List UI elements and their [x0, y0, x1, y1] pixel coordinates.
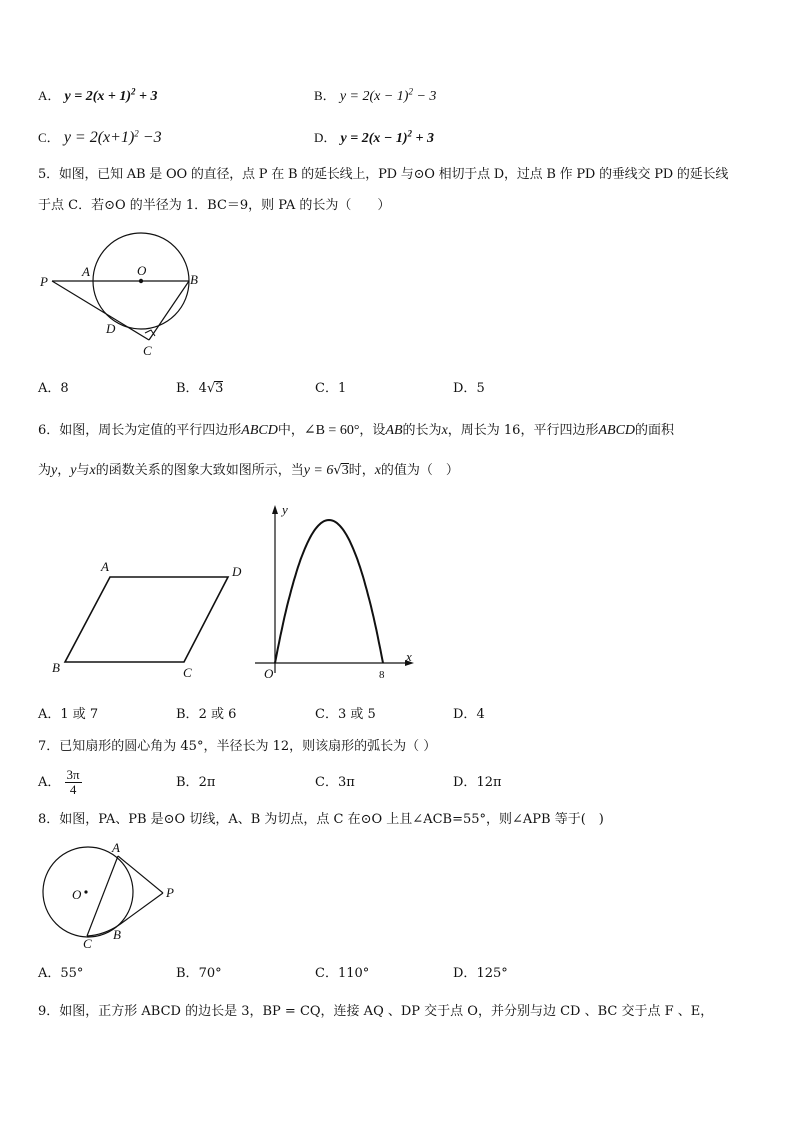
option-text: 5 — [476, 381, 485, 396]
option-text: 3 或 5 — [337, 707, 376, 722]
q8-option-d[interactable] — [453, 964, 508, 984]
text: 的值为（ ） — [380, 463, 459, 478]
label-a: A — [112, 840, 120, 855]
option-letter: A． — [38, 775, 61, 790]
label-p: P — [40, 274, 48, 289]
label-d: D — [232, 564, 242, 579]
sqrt-sign: √ — [333, 463, 342, 478]
option-letter: A． — [38, 88, 61, 103]
option-text: 125° — [476, 966, 508, 981]
origin-label: O — [264, 666, 274, 681]
option-formula-tail: − 3 — [412, 89, 437, 104]
option-text: 1 — [337, 381, 347, 396]
radicand: 3 — [215, 381, 224, 396]
option-formula-tail: + 3 — [135, 89, 158, 104]
option-text: 4 — [476, 707, 485, 722]
label-b: B — [190, 272, 198, 287]
circle-o — [43, 847, 133, 937]
exponent: 2 — [131, 86, 136, 97]
q8-stem: 8．如图，PA、PB 是⊙O 切线，A、B 为切点，点 C 在⊙O 上且∠ACB=55°，则∠APB 等于( ) — [38, 812, 604, 827]
tangent-pb — [119, 893, 163, 925]
label-c: C — [143, 343, 152, 358]
label-a: A — [101, 559, 109, 574]
text: 时， — [348, 463, 375, 478]
text: 的面积 — [635, 423, 675, 438]
center-dot — [84, 890, 87, 893]
math: x — [374, 463, 381, 478]
option-letter: A． — [38, 381, 61, 396]
tick-8-label: 8 — [379, 669, 385, 681]
option-letter: C． — [315, 381, 338, 396]
q8-option-b[interactable] — [176, 964, 222, 984]
option-letter: C． — [315, 707, 338, 722]
tangent-pa — [118, 856, 163, 893]
option-text: 4 — [198, 381, 207, 396]
option-text: 110° — [337, 966, 370, 981]
text: ，设 — [359, 423, 386, 438]
text: ， — [57, 463, 71, 478]
label-a: A — [82, 264, 90, 279]
label-o: O — [72, 887, 82, 902]
q5-stem-line1: 5．如图，已知 AB 是 OO 的直径，点 P 在 B 的延长线上，PD 与⊙O 相切于点 D，过点 B 作 PD 的垂线交 PD 的延长线 — [38, 167, 729, 182]
option-formula-tail: −3 — [138, 129, 162, 146]
math: ABCD — [598, 423, 636, 438]
text: 中， — [277, 423, 304, 438]
exponent: 2 — [134, 128, 139, 139]
option-formula: y = 2(x − 1) — [340, 131, 408, 146]
chord-ac — [87, 856, 118, 936]
option-letter: D． — [453, 775, 477, 790]
label-b: B — [52, 660, 60, 675]
option-text: 70° — [198, 966, 222, 981]
q8-option-c[interactable] — [315, 964, 369, 984]
option-letter: B． — [314, 88, 336, 103]
text: 的函数关系的图象大致如图所示，当 — [95, 463, 304, 478]
text: 与 — [76, 463, 90, 478]
x-label: x — [406, 649, 412, 664]
text: 为 — [38, 463, 52, 478]
option-letter: B． — [176, 966, 199, 981]
option-text: 3π — [337, 775, 355, 790]
option-text: 8 — [60, 381, 69, 396]
option-letter: C． — [315, 966, 338, 981]
option-letter: D． — [314, 130, 337, 145]
math: AB — [385, 423, 403, 438]
option-letter: B． — [176, 775, 199, 790]
option-letter: D． — [453, 966, 477, 981]
option-letter: D． — [453, 707, 477, 722]
math: x — [89, 463, 96, 478]
math: ABCD — [241, 423, 278, 438]
label-b: B — [113, 927, 121, 942]
math: y — [51, 463, 58, 478]
label-d: D — [106, 321, 116, 336]
label-c: C — [183, 665, 192, 680]
text: 的长为 — [402, 423, 442, 438]
option-letter: C． — [315, 775, 338, 790]
math: y = 6 — [303, 463, 334, 478]
option-text: 1 或 7 — [60, 707, 99, 722]
option-formula-tail: + 3 — [412, 131, 435, 146]
exponent: 2 — [408, 86, 413, 97]
option-letter: B． — [176, 381, 199, 396]
option-letter: A． — [38, 707, 61, 722]
option-formula: y = 2(x − 1) — [339, 89, 409, 104]
label-o: O — [137, 263, 147, 278]
option-text: 2 或 6 — [198, 707, 237, 722]
q8-option-a[interactable] — [38, 964, 83, 984]
math: y — [70, 463, 77, 478]
option-text: 12π — [476, 775, 502, 790]
radicand: 3 — [341, 463, 349, 478]
q9-stem: 9．如图，正方形 ABCD 的边长是 3，BP = CQ，连接 AQ 、DP 交于点 O，并分别与边 CD 、BC 交于点 F 、E， — [38, 1004, 714, 1019]
denominator: 4 — [69, 782, 77, 797]
option-text: 2π — [198, 775, 216, 790]
numerator: 3π — [66, 767, 80, 782]
option-formula: y = 2(x + 1) — [64, 89, 132, 104]
math: x — [441, 423, 448, 438]
q5-stem-line2: 于点 C．若⊙O 的半径为 1．BC＝9，则 PA 的长为（ ） — [38, 198, 391, 213]
exponent: 2 — [407, 128, 413, 139]
option-formula: y = 2(x+1) — [63, 129, 135, 146]
math: ∠B = 60° — [303, 423, 360, 438]
label-c: C — [83, 936, 92, 951]
text: ，周长为 16，平行四边形 — [447, 423, 599, 438]
option-letter: A． — [38, 966, 61, 981]
y-label: y — [282, 502, 288, 517]
option-letter: D． — [453, 381, 477, 396]
text: 6．如图，周长为定值的平行四边形 — [38, 423, 242, 438]
label-p: P — [166, 885, 174, 900]
sqrt-sign: √ — [206, 381, 216, 396]
option-text: 55° — [60, 966, 84, 981]
q7-stem: 7．已知扇形的圆心角为 45°，半径长为 12，则该扇形的弧长为（ ） — [38, 739, 437, 754]
option-letter: C． — [38, 130, 60, 145]
option-letter: B． — [176, 707, 199, 722]
